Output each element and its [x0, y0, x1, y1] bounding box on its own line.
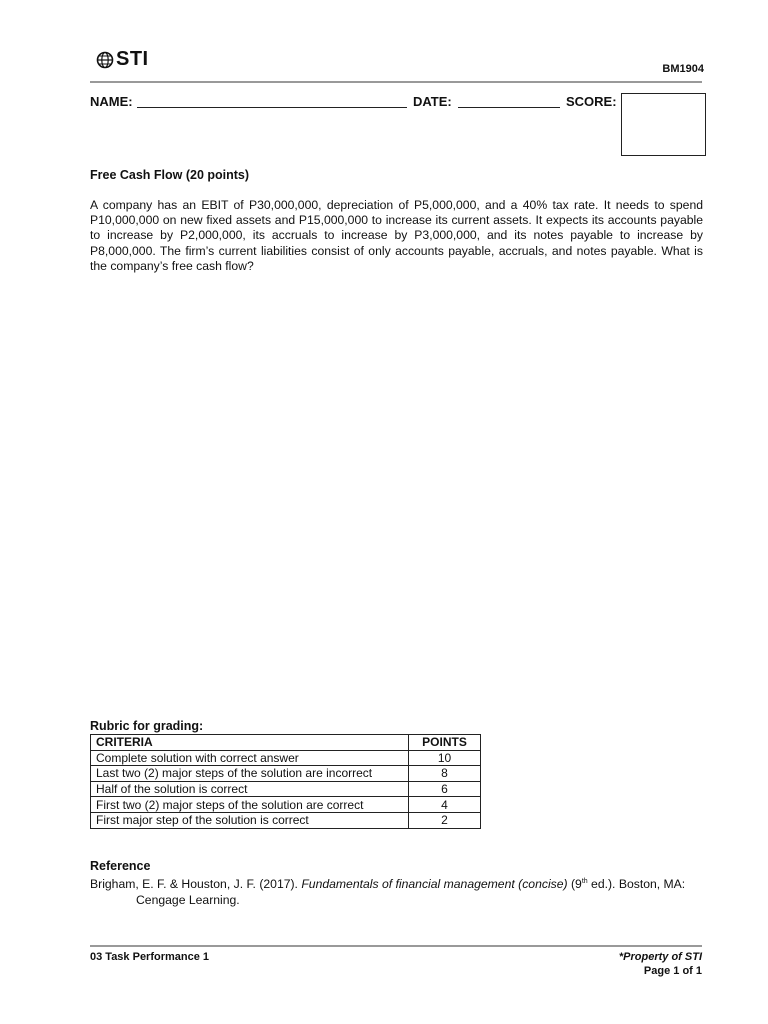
table-row [91, 812, 481, 828]
score-label: SCORE: [566, 94, 617, 109]
name-field[interactable] [137, 107, 407, 108]
reference-citation [90, 874, 705, 908]
criteria-cell: First major step of the solution is correct [91, 812, 409, 828]
table-row [91, 797, 481, 813]
footer-property: *Property of STI [618, 951, 702, 963]
reference-authors: Brigham, E. F. & Houston, J. F. (2017). [90, 877, 302, 892]
sti-logo [96, 48, 149, 71]
points-cell: 4 [409, 797, 481, 813]
course-code: BM1904 [662, 63, 704, 75]
rubric-title: Rubric for grading: [90, 719, 204, 733]
logo-text: STI [116, 48, 149, 70]
rubric-table [90, 734, 481, 829]
points-cell: 2 [409, 812, 481, 828]
score-box[interactable] [621, 93, 706, 156]
points-cell: 6 [409, 781, 481, 797]
footer-left: 03 Task Performance 1 [90, 951, 210, 963]
task-title: Free Cash Flow (20 points) [90, 168, 250, 182]
reference-book-title: Fundamentals of financial management (concise) [301, 877, 568, 892]
date-label: DATE: [413, 94, 452, 109]
reference-publisher: Cengage Learning. [136, 893, 240, 908]
criteria-cell: Half of the solution is correct [91, 781, 409, 797]
criteria-cell: First two (2) major steps of the solution are correct [91, 797, 409, 813]
reference-edition-post: ed.). Boston, MA: [587, 877, 686, 892]
reference-edition-pre: (9 [567, 877, 582, 892]
footer-page-number: Page 1 of 1 [643, 965, 702, 977]
rubric-header-row [91, 735, 481, 751]
reference-edition-sup: th [581, 878, 588, 885]
criteria-cell: Last two (2) major steps of the solution are incorrect [91, 766, 409, 782]
name-label: NAME: [90, 94, 133, 109]
reference-heading: Reference [90, 859, 151, 873]
globe-icon [96, 51, 114, 69]
date-field[interactable] [458, 107, 560, 108]
points-header: POINTS [409, 735, 481, 751]
points-cell: 8 [409, 766, 481, 782]
criteria-header: CRITERIA [91, 735, 409, 751]
table-row [91, 750, 481, 766]
task-body: A company has an EBIT of P30,000,000, depreciation of P5,000,000, and a 40% tax rate. It needs to spend P10,000,000 on new fixed assets and P15,000,000 to increase its current assets. It expects its accounts payable to increase by P2,000,000, its accruals to increase by P3,000,000, and its notes payable to increase by P8,000,000. The firm’s current liabilities consist of only accounts payable, accruals, and notes payable. What is the company’s free cash flow? [90, 198, 703, 273]
table-row [91, 766, 481, 782]
table-row [91, 781, 481, 797]
points-cell: 10 [409, 750, 481, 766]
header-divider [90, 81, 702, 83]
criteria-cell: Complete solution with correct answer [91, 750, 409, 766]
footer-divider [90, 945, 702, 947]
